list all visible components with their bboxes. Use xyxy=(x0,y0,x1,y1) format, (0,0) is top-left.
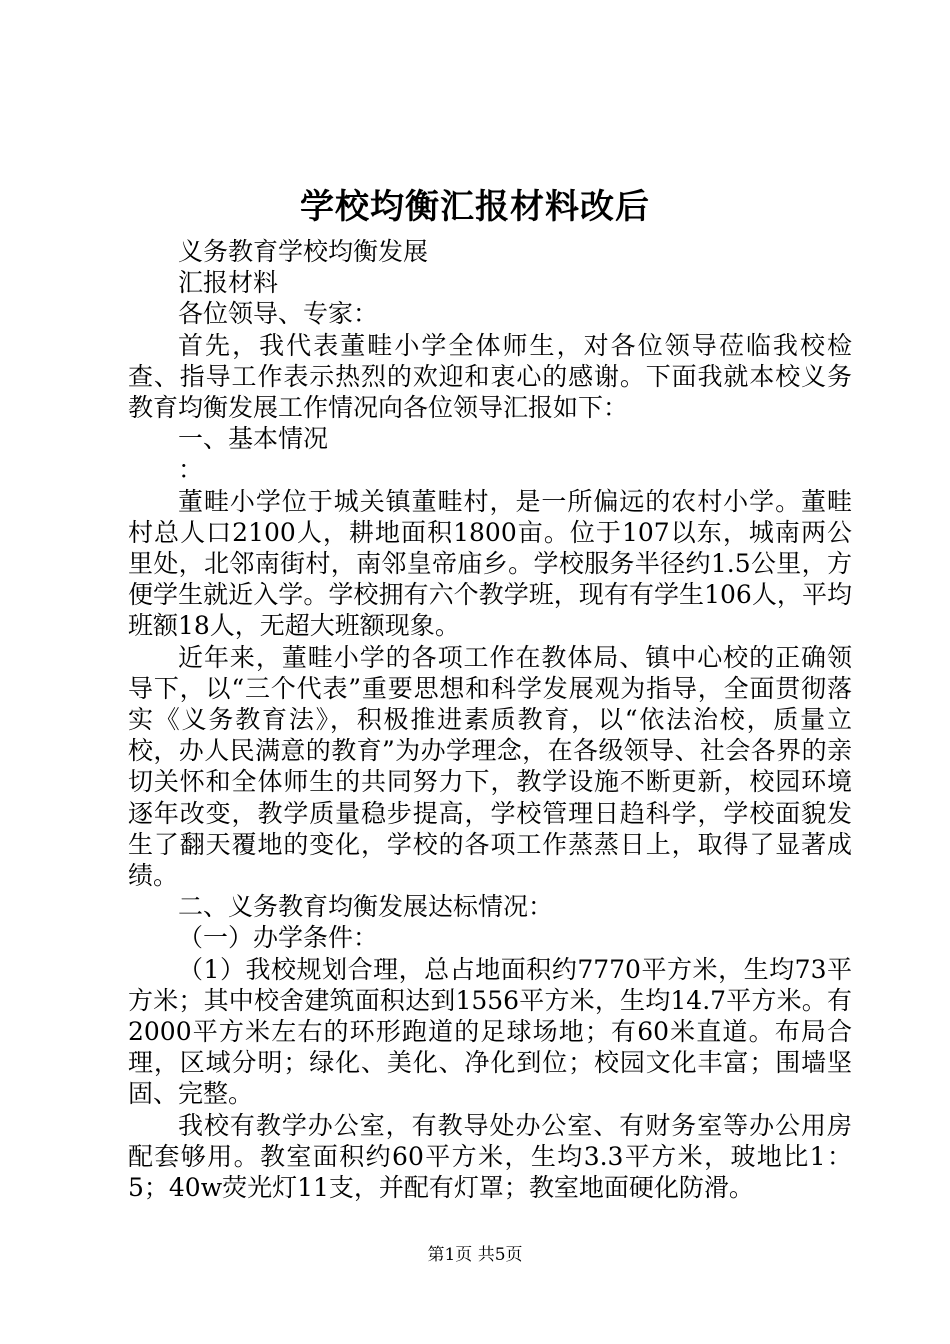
paragraph-school-overview: 董畦小学位于城关镇董畦村，是一所偏远的农村小学。董畦村总人口2100人，耕地面积1800亩。位于107以东，城南两公里处，北邻南街村，南邻皇帝庙乡。学校服务半径约1.5公里，方便学生就近入学。学校拥有六个教学班，现有有学生106人，平均班额18人，无超大班额现象。 xyxy=(128,486,852,641)
paragraph-offices-classrooms: 我校有教学办公室，有教导处办公室、有财务室等办公用房配套够用。教室面积约60平方米，生均3.3平方米，玻地比1：5；40w荧光灯11支，并配有灯罩；教室地面硬化防滑。 xyxy=(128,1110,852,1203)
paragraph-salutation: 各位领导、专家： xyxy=(178,299,379,329)
paragraph-colon: ： xyxy=(178,455,204,485)
paragraph-campus-planning: （1）我校规划合理，总占地面积约7770平方米，生均73平方米；其中校舍建筑面积达到1556平方米，生均14.7平方米。有2000平方米左右的环形跑道的足球场地；有60米直道。布局合理，区域分明；绿化、美化、净化到位；校园文化丰富；围墙坚固、完整。 xyxy=(128,954,852,1109)
subsection-heading-conditions: （一）办学条件： xyxy=(178,923,379,953)
paragraph-recent-years: 近年来，董畦小学的各项工作在教体局、镇中心校的正确领导下，以“三个代表”重要思想和科学发展观为指导，全面贯彻落实《义务教育法》，积极推进素质教育，以“依法治校，质量立校，办人民满意的教育”为办学理念，在各级领导、社会各界的亲切关怀和全体师生的共同努力下，教学设施不断更新，校园环境逐年改变，教学质量稳步提高，学校管理日趋科学，学校面貌发生了翻天覆地的变化，学校的各项工作蒸蒸日上，取得了显著成绩。 xyxy=(128,642,852,891)
section-heading-standards: 二、义务教育均衡发展达标情况： xyxy=(178,892,554,922)
section-heading-basic-info: 一、基本情况 xyxy=(178,424,329,454)
paragraph-opening: 首先，我代表董畦小学全体师生，对各位领导莅临我校检查、指导工作表示热烈的欢迎和衷心的感谢。下面我就本校义务教育均衡发展工作情况向各位领导汇报如下： xyxy=(128,330,852,423)
paragraph-subject: 义务教育学校均衡发展 xyxy=(178,237,429,266)
page-footer: 第1页 共5页 xyxy=(427,1245,523,1265)
paragraph-subtitle: 汇报材料 xyxy=(178,268,279,298)
document-body xyxy=(128,236,852,1203)
document-title: 学校均衡汇报材料改后 xyxy=(300,187,650,227)
